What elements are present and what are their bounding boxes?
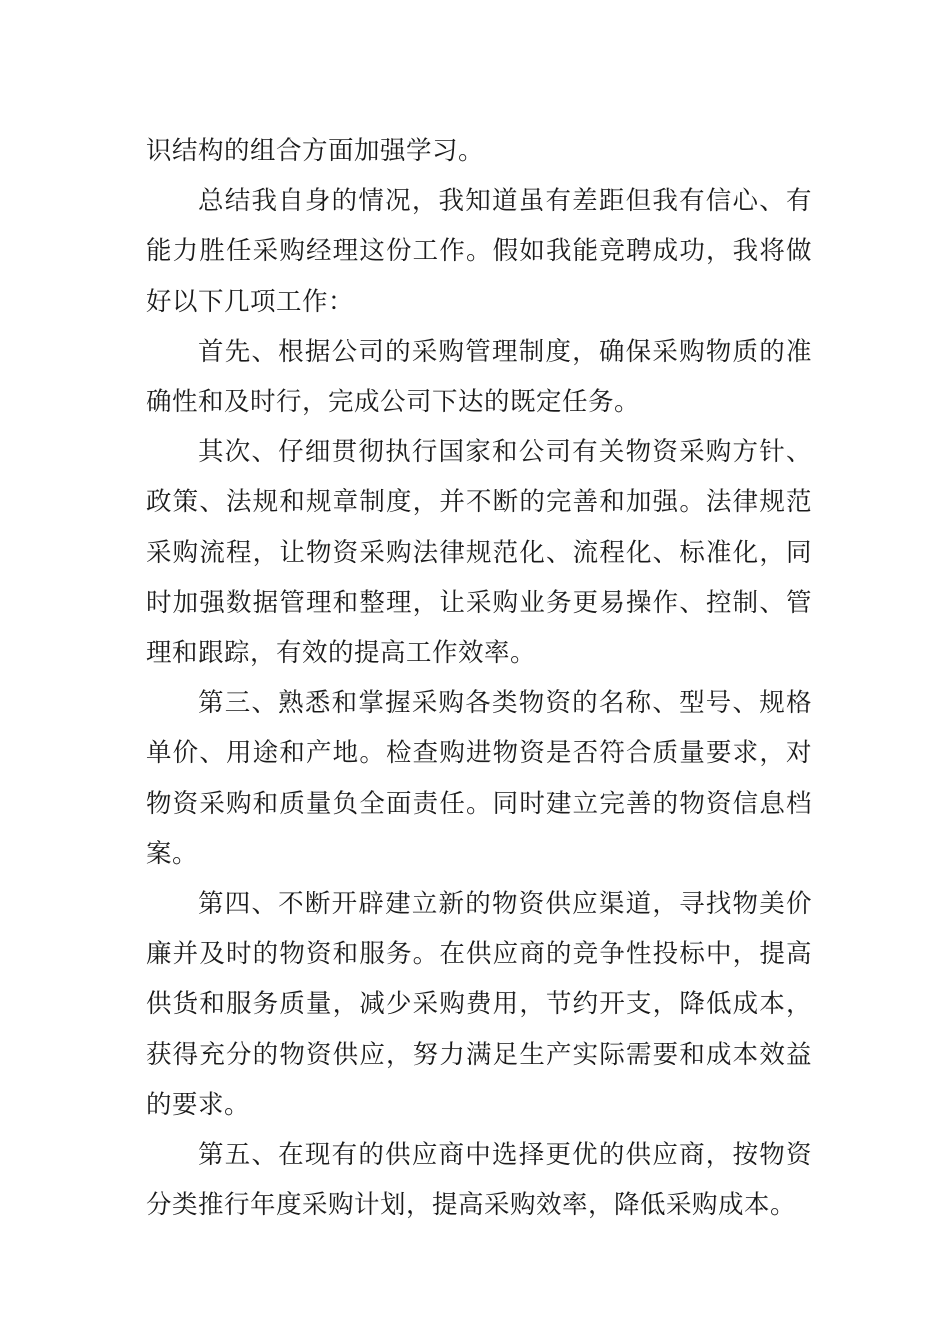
paragraph-first-task: 首先、根据公司的采购管理制度，确保采购物质的准确性和及时行，完成公司下达的既定任务。 [146,336,812,418]
paragraph-continuation: 识结构的组合方面加强学习。 [146,136,485,166]
paragraph-second-task: 其次、仔细贯彻执行国家和公司有关物资采购方针、政策、法规和规章制度，并不断的完善和加强。法律规范采购流程，让物资采购法律规范化、流程化、标准化，同时加强数据管理和整理，让采购业务更易操作、控制、管理和跟踪，有效的提高工作效率。 [146,437,812,669]
paragraph-self-summary: 总结我自身的情况，我知道虽有差距但我有信心、有能力胜任采购经理这份工作。假如我能竞聘成功，我将做好以下几项工作： [146,186,812,317]
paragraph-third-task: 第三、熟悉和掌握采购各类物资的名称、型号、规格单价、用途和产地。检查购进物资是否符合质量要求，对物资采购和质量负全面责任。同时建立完善的物资信息档案。 [146,688,812,869]
paragraph-fourth-task: 第四、不断开辟建立新的物资供应渠道，寻找物美价廉并及时的物资和服务。在供应商的竞争性投标中，提高供货和服务质量，减少采购费用，节约开支，降低成本，获得充分的物资供应，努力满足生产实际需要和成本效益的要求。 [146,889,812,1120]
document-body [146,126,812,1230]
paragraph-fifth-task: 第五、在现有的供应商中选择更优的供应商，按物资分类推行年度采购计划，提高采购效率，降低采购成本。 [146,1140,812,1221]
